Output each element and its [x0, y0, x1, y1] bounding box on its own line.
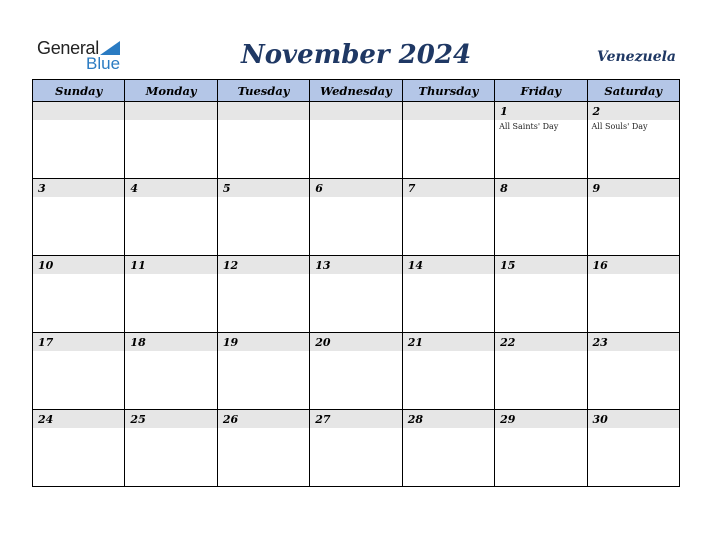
week-row	[33, 179, 680, 256]
holiday-label	[588, 197, 679, 199]
day-number-bar	[588, 102, 679, 120]
day-number: 15	[500, 259, 516, 272]
day-cell	[125, 256, 217, 333]
day-cell	[217, 333, 309, 410]
week-row	[33, 333, 680, 410]
day-number: 8	[500, 182, 508, 195]
holiday-label	[495, 197, 586, 199]
day-number: 24	[38, 413, 54, 426]
logo-blue-text: Blue	[86, 54, 121, 73]
holiday-label: All Saints' Day	[499, 122, 559, 131]
day-number-bar	[310, 256, 401, 274]
day-number: 23	[592, 336, 608, 349]
day-cell	[587, 410, 679, 487]
day-number: 7	[407, 182, 416, 195]
week-row	[33, 102, 680, 179]
day-number: 19	[222, 336, 239, 349]
holiday-label	[33, 120, 124, 122]
day-number-bar	[310, 333, 401, 351]
day-cell	[217, 102, 309, 179]
week-row	[33, 256, 680, 333]
day-number: 25	[130, 413, 146, 426]
holiday-label	[403, 120, 494, 122]
day-cell	[402, 333, 494, 410]
day-number-bar	[310, 179, 401, 197]
day-cell	[495, 179, 587, 256]
day-number-bar	[125, 410, 216, 428]
day-number: 13	[315, 259, 331, 272]
day-cell	[310, 410, 402, 487]
holiday-label	[403, 197, 494, 199]
holiday-label	[403, 351, 494, 353]
weekday-header-row	[33, 80, 680, 102]
day-number-bar	[495, 179, 586, 197]
day-number: 10	[38, 259, 54, 272]
day-cell	[33, 256, 125, 333]
day-cell	[402, 256, 494, 333]
day-number: 16	[592, 259, 608, 272]
day-number-bar	[33, 256, 124, 274]
day-cell	[402, 102, 494, 179]
day-cell	[33, 333, 125, 410]
day-number-bar	[33, 179, 124, 197]
day-cell	[217, 256, 309, 333]
day-number-bar	[218, 179, 309, 197]
day-number: 3	[38, 182, 46, 195]
holiday-label	[310, 428, 401, 430]
holiday-label	[125, 197, 216, 199]
day-number-bar	[403, 410, 494, 428]
day-cell	[587, 179, 679, 256]
day-cell	[125, 102, 217, 179]
day-number-bar	[33, 333, 124, 351]
day-cell	[33, 179, 125, 256]
day-number-bar	[495, 333, 586, 351]
day-number: 11	[130, 259, 146, 272]
weekday-header: Tuesday	[217, 80, 309, 102]
day-cell	[217, 410, 309, 487]
day-cell	[495, 410, 587, 487]
day-number: 1	[500, 105, 508, 118]
weekday-header: Thursday	[402, 80, 494, 102]
day-number: 14	[407, 259, 423, 272]
day-number-bar	[218, 256, 309, 274]
week-row	[33, 410, 680, 487]
day-number-bar	[588, 333, 679, 351]
day-cell	[33, 102, 125, 179]
day-number-bar	[403, 333, 494, 351]
holiday-label	[310, 120, 401, 122]
day-number-bar	[218, 102, 309, 120]
day-number: 27	[315, 413, 331, 426]
weekday-header: Sunday	[33, 80, 125, 102]
holiday-label	[125, 351, 216, 353]
day-number: 4	[130, 182, 139, 195]
day-number-bar	[33, 102, 124, 120]
day-cell	[217, 179, 309, 256]
day-cell	[587, 333, 679, 410]
day-number-bar	[588, 410, 679, 428]
holiday-label	[588, 428, 679, 430]
day-cell	[587, 102, 679, 179]
day-cell	[125, 333, 217, 410]
day-cell	[310, 256, 402, 333]
day-cell	[310, 333, 402, 410]
day-number: 21	[407, 336, 423, 349]
weekday-header: Monday	[125, 80, 217, 102]
day-number-bar	[125, 179, 216, 197]
holiday-label	[33, 197, 124, 199]
day-number-bar	[218, 410, 309, 428]
holiday-label	[218, 274, 309, 276]
day-number-bar	[218, 333, 309, 351]
calendar-grid	[32, 79, 680, 487]
day-number-bar	[125, 333, 216, 351]
weekday-header: Friday	[495, 80, 587, 102]
day-number: 18	[130, 336, 146, 349]
logo-general-text: General	[37, 38, 99, 58]
day-number-bar	[33, 410, 124, 428]
holiday-label	[218, 428, 309, 430]
holiday-label	[403, 428, 494, 430]
day-cell	[402, 179, 494, 256]
holiday-label	[495, 351, 586, 353]
page-title: November 2024	[240, 40, 472, 70]
holiday-label	[310, 197, 401, 199]
weekday-header: Wednesday	[310, 80, 402, 102]
day-number: 17	[38, 336, 54, 349]
day-cell	[587, 256, 679, 333]
holiday-label	[495, 274, 586, 276]
holiday-label	[310, 274, 401, 276]
day-cell	[125, 410, 217, 487]
day-number: 30	[592, 413, 608, 426]
day-number-bar	[125, 256, 216, 274]
day-number: 26	[222, 413, 239, 426]
day-number: 5	[222, 182, 231, 195]
holiday-label	[588, 351, 679, 353]
day-number-bar	[495, 256, 586, 274]
holiday-label	[218, 120, 309, 122]
day-cell	[310, 102, 402, 179]
day-number: 29	[500, 413, 516, 426]
holiday-label	[310, 351, 401, 353]
day-number: 6	[315, 182, 323, 195]
day-number-bar	[310, 102, 401, 120]
day-cell	[495, 333, 587, 410]
holiday-label	[218, 197, 309, 199]
day-cell	[33, 410, 125, 487]
holiday-label	[218, 351, 309, 353]
holiday-label	[495, 428, 586, 430]
day-number: 22	[500, 336, 516, 349]
day-number-bar	[310, 410, 401, 428]
day-cell	[125, 179, 217, 256]
day-number-bar	[588, 256, 679, 274]
holiday-label	[588, 274, 679, 276]
day-number: 20	[315, 336, 331, 349]
day-number-bar	[495, 410, 586, 428]
day-cell	[310, 179, 402, 256]
day-cell	[402, 410, 494, 487]
holiday-label: All Souls' Day	[591, 122, 648, 131]
day-number-bar	[588, 179, 679, 197]
day-number-bar	[125, 102, 216, 120]
holiday-label	[33, 428, 124, 430]
day-number-bar	[403, 102, 494, 120]
holiday-label	[125, 120, 216, 122]
day-cell	[495, 102, 587, 179]
day-number-bar	[403, 256, 494, 274]
day-number: 2	[592, 105, 601, 118]
day-number: 28	[407, 413, 423, 426]
day-cell	[495, 256, 587, 333]
weekday-header: Saturday	[587, 80, 679, 102]
holiday-label	[125, 274, 216, 276]
holiday-label	[33, 274, 124, 276]
holiday-label	[403, 274, 494, 276]
day-number: 9	[592, 182, 601, 195]
day-number: 12	[222, 259, 239, 272]
day-number-bar	[495, 102, 586, 120]
country-label: Venezuela	[597, 49, 676, 65]
holiday-label	[125, 428, 216, 430]
day-number-bar	[403, 179, 494, 197]
holiday-label	[33, 351, 124, 353]
